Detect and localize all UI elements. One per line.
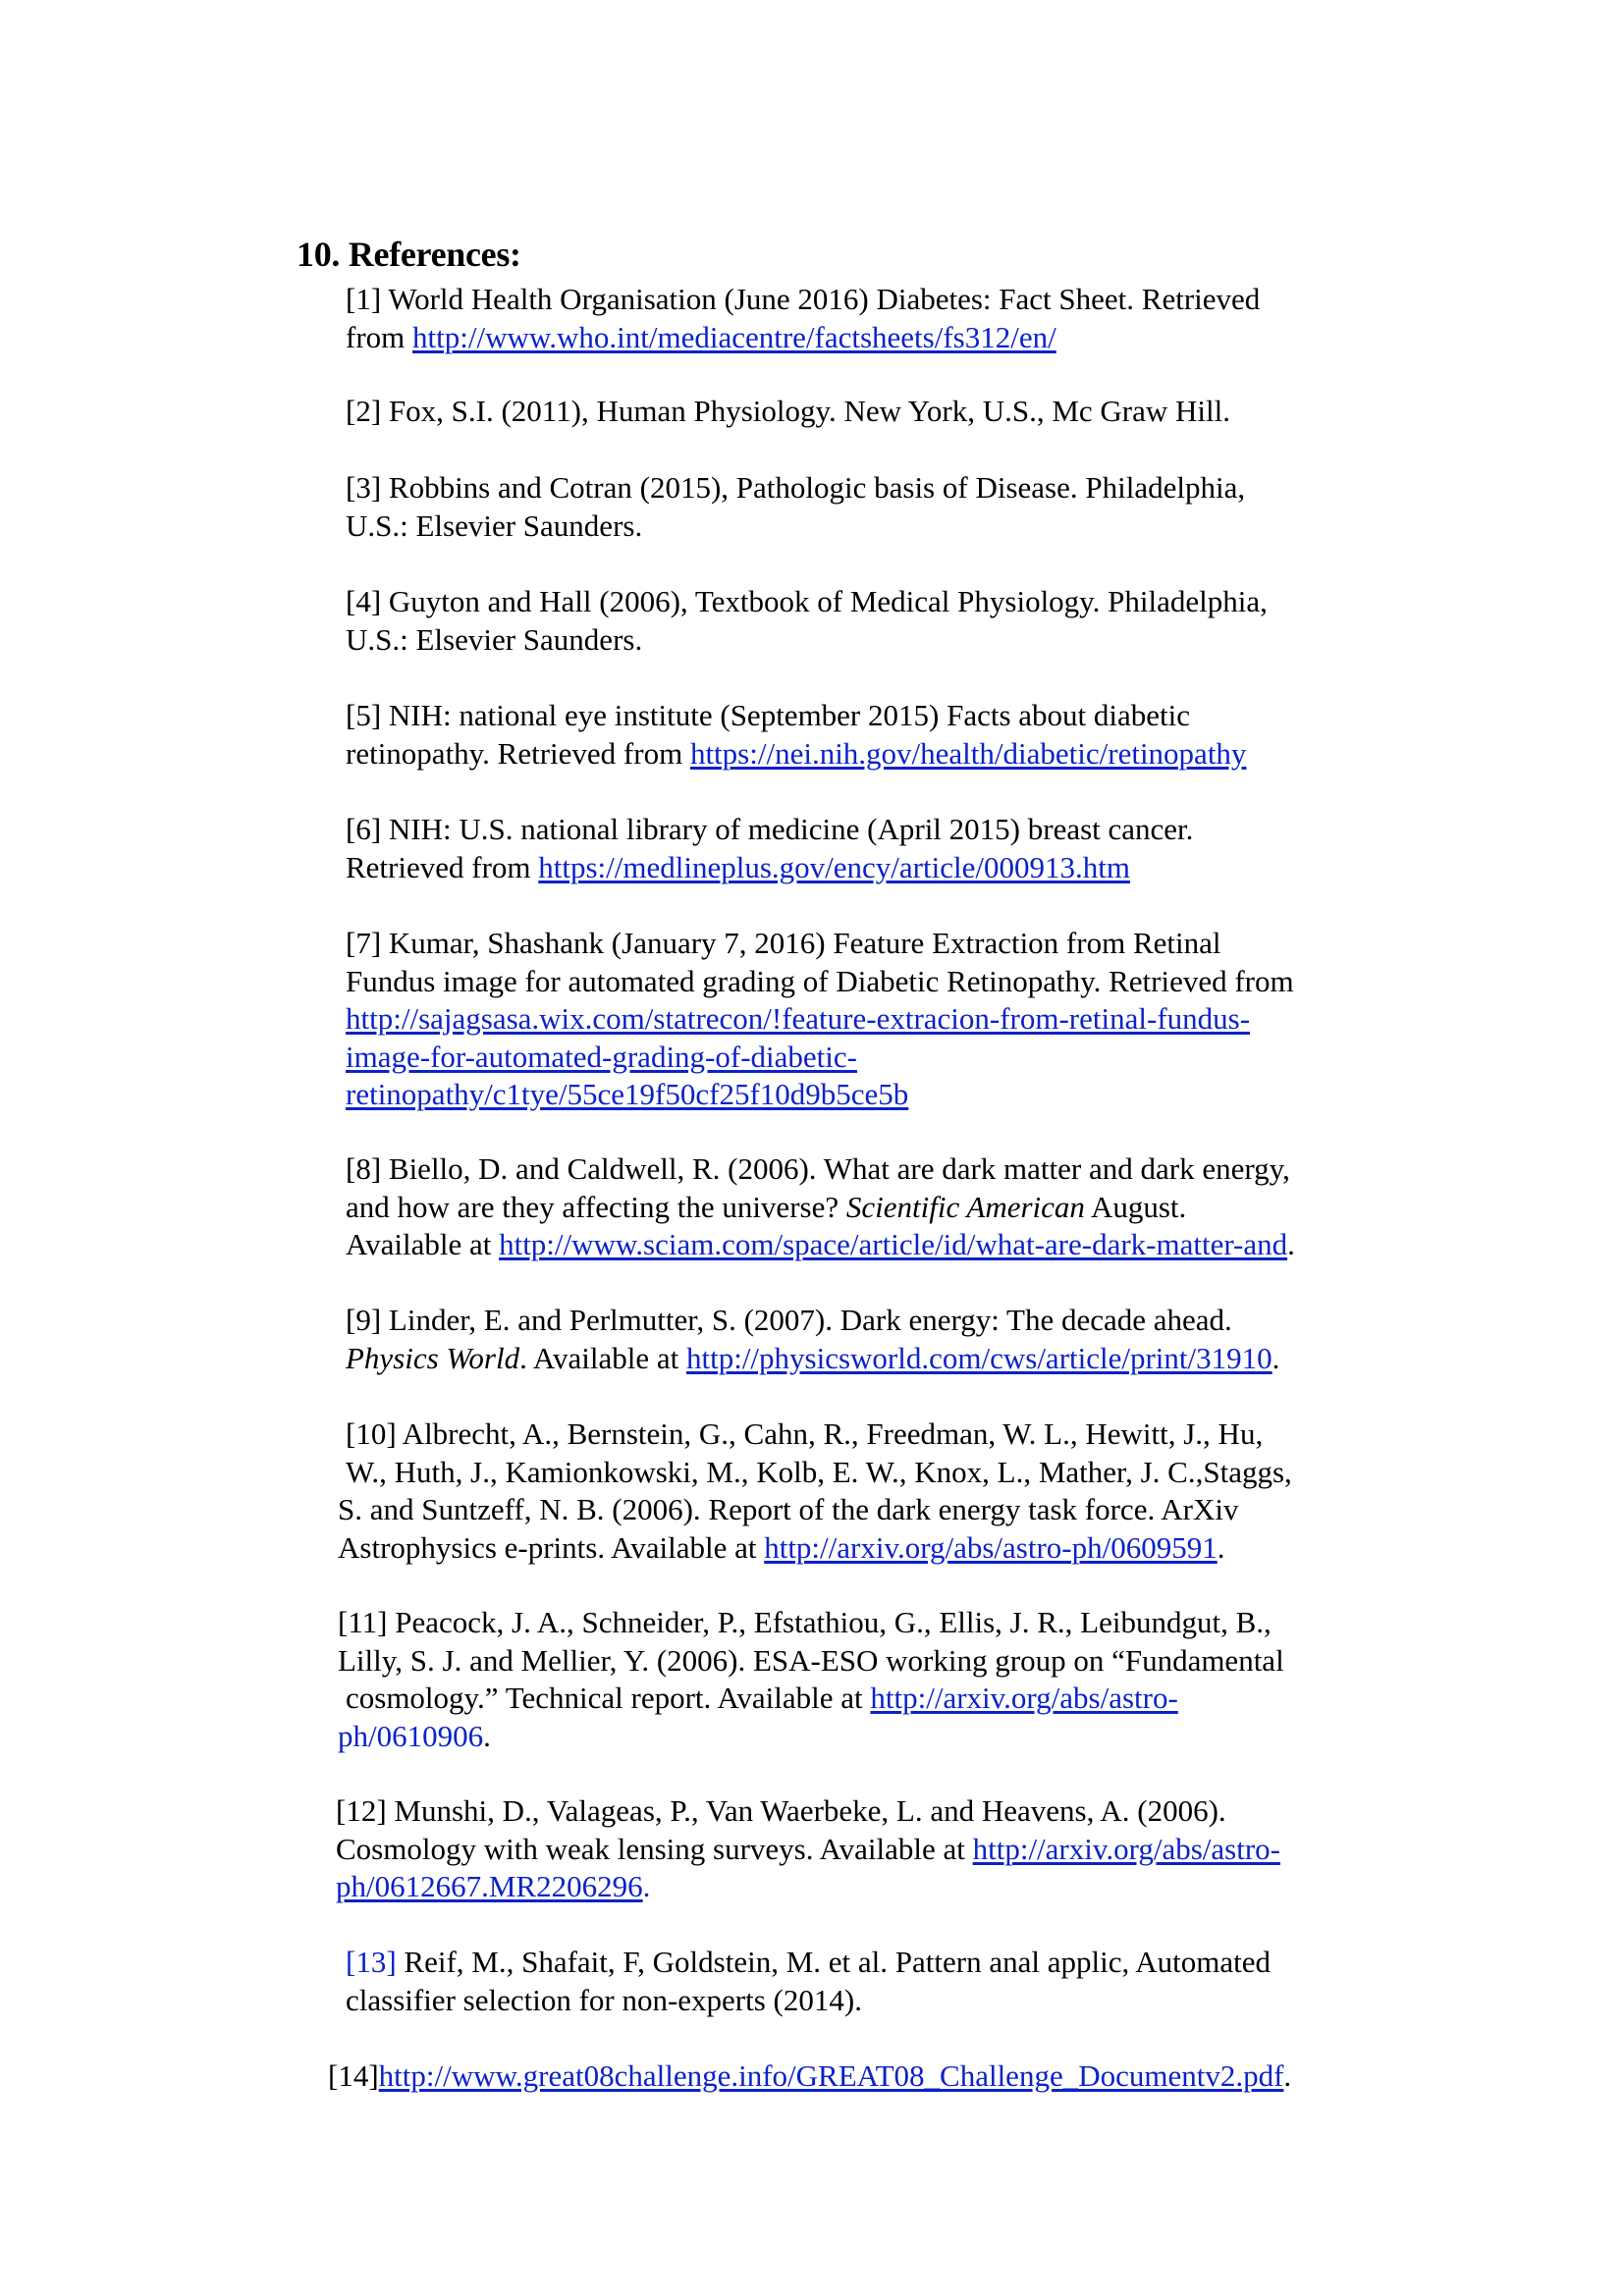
- reference-link[interactable]: retinopathy/c1tye/55ce19f50cf25f10d9b5ce5b: [346, 1077, 909, 1111]
- reference-text: [4] Guyton and Hall (2006), Textbook of Medical Physiology. Philadelphia,: [346, 584, 1268, 618]
- reference-text: [12] Munshi, D., Valageas, P., Van Waerbeke, L. and Heavens, A. (2006).: [336, 1793, 1226, 1828]
- reference-12-line: [336, 1792, 1226, 1830]
- reference-11-line: [338, 1718, 491, 1755]
- reference-10-line: [346, 1415, 1263, 1453]
- reference-11-line: [338, 1642, 1284, 1680]
- reference-text: [2] Fox, S.I. (2011), Human Physiology. New York, U.S., Mc Graw Hill.: [346, 394, 1230, 428]
- reference-link[interactable]: https://nei.nih.gov/health/diabetic/retinopathy: [689, 735, 1247, 771]
- reference-text: [10] Albrecht, A., Bernstein, G., Cahn, R., Freedman, W. L., Hewitt, J., Hu,: [346, 1416, 1264, 1451]
- reference-3-line: [346, 507, 642, 545]
- reference-text: Cosmology with weak lensing surveys. Available at: [336, 1831, 973, 1866]
- reference-7-line: [346, 925, 1220, 962]
- reference-link[interactable]: http://arxiv.org/abs/astro-: [972, 1831, 1280, 1866]
- reference-6-line: [346, 811, 1193, 848]
- journal-title: Physics World: [346, 1340, 520, 1375]
- section-title: References:: [348, 235, 521, 274]
- reference-text: ph/0610906: [338, 1718, 484, 1753]
- reference-text: .: [1287, 1227, 1295, 1261]
- reference-7-line: [346, 1039, 857, 1076]
- reference-11-line: [346, 1680, 1178, 1717]
- reference-4-line: [346, 621, 642, 659]
- reference-text: classifier selection for non-experts (2014).: [346, 1982, 862, 2017]
- reference-text: Astrophysics e-prints. Available at: [338, 1529, 765, 1565]
- reference-link[interactable]: http://physicsworld.com/cws/article/print/31910: [685, 1340, 1272, 1375]
- reference-text: from: [346, 319, 413, 354]
- reference-7-line: [346, 1000, 1250, 1038]
- reference-text: [3] Robbins and Cotran (2015), Pathologic basis of Disease. Philadelphia,: [346, 470, 1246, 505]
- reference-7-line: [346, 963, 1294, 1000]
- reference-text: Fundus image for automated grading of Diabetic Retinopathy. Retrieved from: [346, 963, 1294, 998]
- reference-text: cosmology.” Technical report. Available at: [346, 1681, 871, 1715]
- reference-5-line: [346, 697, 1190, 734]
- reference-12-line: [336, 1868, 650, 1905]
- reference-text: .: [1283, 2058, 1292, 2093]
- reference-link[interactable]: ph/0612667.MR2206296: [336, 1869, 643, 1903]
- reference-link[interactable]: https://medlineplus.gov/ency/article/000913.htm: [538, 849, 1130, 884]
- reference-text: Retrieved from: [346, 849, 539, 884]
- reference-1-line: [346, 281, 1260, 318]
- reference-text: [7] Kumar, Shashank (January 7, 2016) Feature Extraction from Retinal: [346, 926, 1221, 960]
- reference-10-line: [338, 1529, 1224, 1567]
- reference-text: Available at: [346, 1227, 500, 1261]
- reference-12-line: [336, 1831, 1280, 1868]
- reference-text: [14]: [328, 2058, 379, 2093]
- reference-text: .: [1272, 1340, 1280, 1375]
- reference-8-line: [346, 1189, 1186, 1226]
- reference-link[interactable]: http://www.who.int/mediacentre/factsheets/fs312/en/: [412, 319, 1056, 354]
- reference-7-line: [346, 1076, 908, 1113]
- reference-link[interactable]: image-for-automated-grading-of-diabetic-: [346, 1039, 857, 1074]
- reference-text: Reif, M., Shafait, F, Goldstein, M. et al. Pattern anal applic, Automated: [396, 1945, 1271, 1979]
- reference-link[interactable]: http://sajagsasa.wix.com/statrecon/!feature-extracion-from-retinal-fundus-: [346, 1001, 1251, 1036]
- reference-4-line: [346, 583, 1268, 620]
- reference-10-line: [338, 1491, 1238, 1528]
- reference-text: .: [483, 1718, 491, 1753]
- reference-11-line: [338, 1604, 1272, 1641]
- reference-8-line: [346, 1150, 1290, 1188]
- reference-text: [8] Biello, D. and Caldwell, R. (2006). What are dark matter and dark energy,: [346, 1151, 1290, 1186]
- reference-14-line: [328, 2057, 1291, 2095]
- reference-text: Lilly, S. J. and Mellier, Y. (2006). ESA-ESO working group on “Fundamental: [338, 1642, 1284, 1678]
- reference-text: [6] NIH: U.S. national library of medicine (April 2015) breast cancer.: [346, 812, 1194, 846]
- reference-text: and how are they affecting the universe?: [346, 1189, 846, 1224]
- reference-10-line: [346, 1454, 1292, 1491]
- reference-text: [9] Linder, E. and Perlmutter, S. (2007). Dark energy: The decade ahead.: [346, 1303, 1232, 1337]
- reference-5-line: [346, 735, 1246, 773]
- reference-text: [11] Peacock, J. A., Schneider, P., Efstathiou, G., Ellis, J. R., Leibundgut, B.,: [338, 1605, 1272, 1639]
- reference-text: .: [642, 1869, 651, 1903]
- reference-1-line: [346, 319, 1056, 356]
- reference-8-line: [346, 1226, 1295, 1263]
- journal-title: Scientific American: [845, 1189, 1085, 1224]
- reference-link[interactable]: http://arxiv.org/abs/astro-ph/0609591: [764, 1529, 1218, 1565]
- reference-text: U.S.: Elsevier Saunders.: [346, 507, 643, 543]
- reference-text: [5] NIH: national eye institute (September 2015) Facts about diabetic: [346, 698, 1191, 732]
- reference-link[interactable]: http://www.sciam.com/space/article/id/what-are-dark-matter-and: [499, 1227, 1288, 1261]
- reference-2-line: [346, 393, 1230, 430]
- reference-9-line: [346, 1302, 1232, 1339]
- section-heading: [297, 234, 521, 275]
- reference-text: [1] World Health Organisation (June 2016) Diabetes: Fact Sheet. Retrieved: [346, 282, 1261, 316]
- reference-3-line: [346, 469, 1245, 507]
- reference-text: August.: [1084, 1189, 1187, 1224]
- reference-9-line: [346, 1340, 1279, 1377]
- reference-text: W., Huth, J., Kamionkowski, M., Kolb, E. W., Knox, L., Mather, J. C.,Staggs,: [346, 1454, 1292, 1489]
- reference-text: retinopathy. Retrieved from: [346, 735, 690, 771]
- reference-text: U.S.: Elsevier Saunders.: [346, 621, 643, 657]
- reference-link[interactable]: http://www.great08challenge.info/GREAT08_Challenge_Documentv2.pdf: [378, 2058, 1284, 2093]
- reference-link[interactable]: http://arxiv.org/abs/astro-: [870, 1681, 1178, 1715]
- reference-text: .: [1217, 1529, 1225, 1565]
- reference-text: S. and Suntzeff, N. B. (2006). Report of the dark energy task force. ArXiv: [338, 1492, 1239, 1526]
- reference-text: . Available at: [519, 1340, 686, 1375]
- reference-6-line: [346, 849, 1130, 886]
- reference-text: [13]: [346, 1945, 397, 1979]
- reference-13-line: [346, 1982, 862, 2019]
- reference-13-line: [346, 1944, 1271, 1981]
- section-number: 10.: [297, 235, 341, 274]
